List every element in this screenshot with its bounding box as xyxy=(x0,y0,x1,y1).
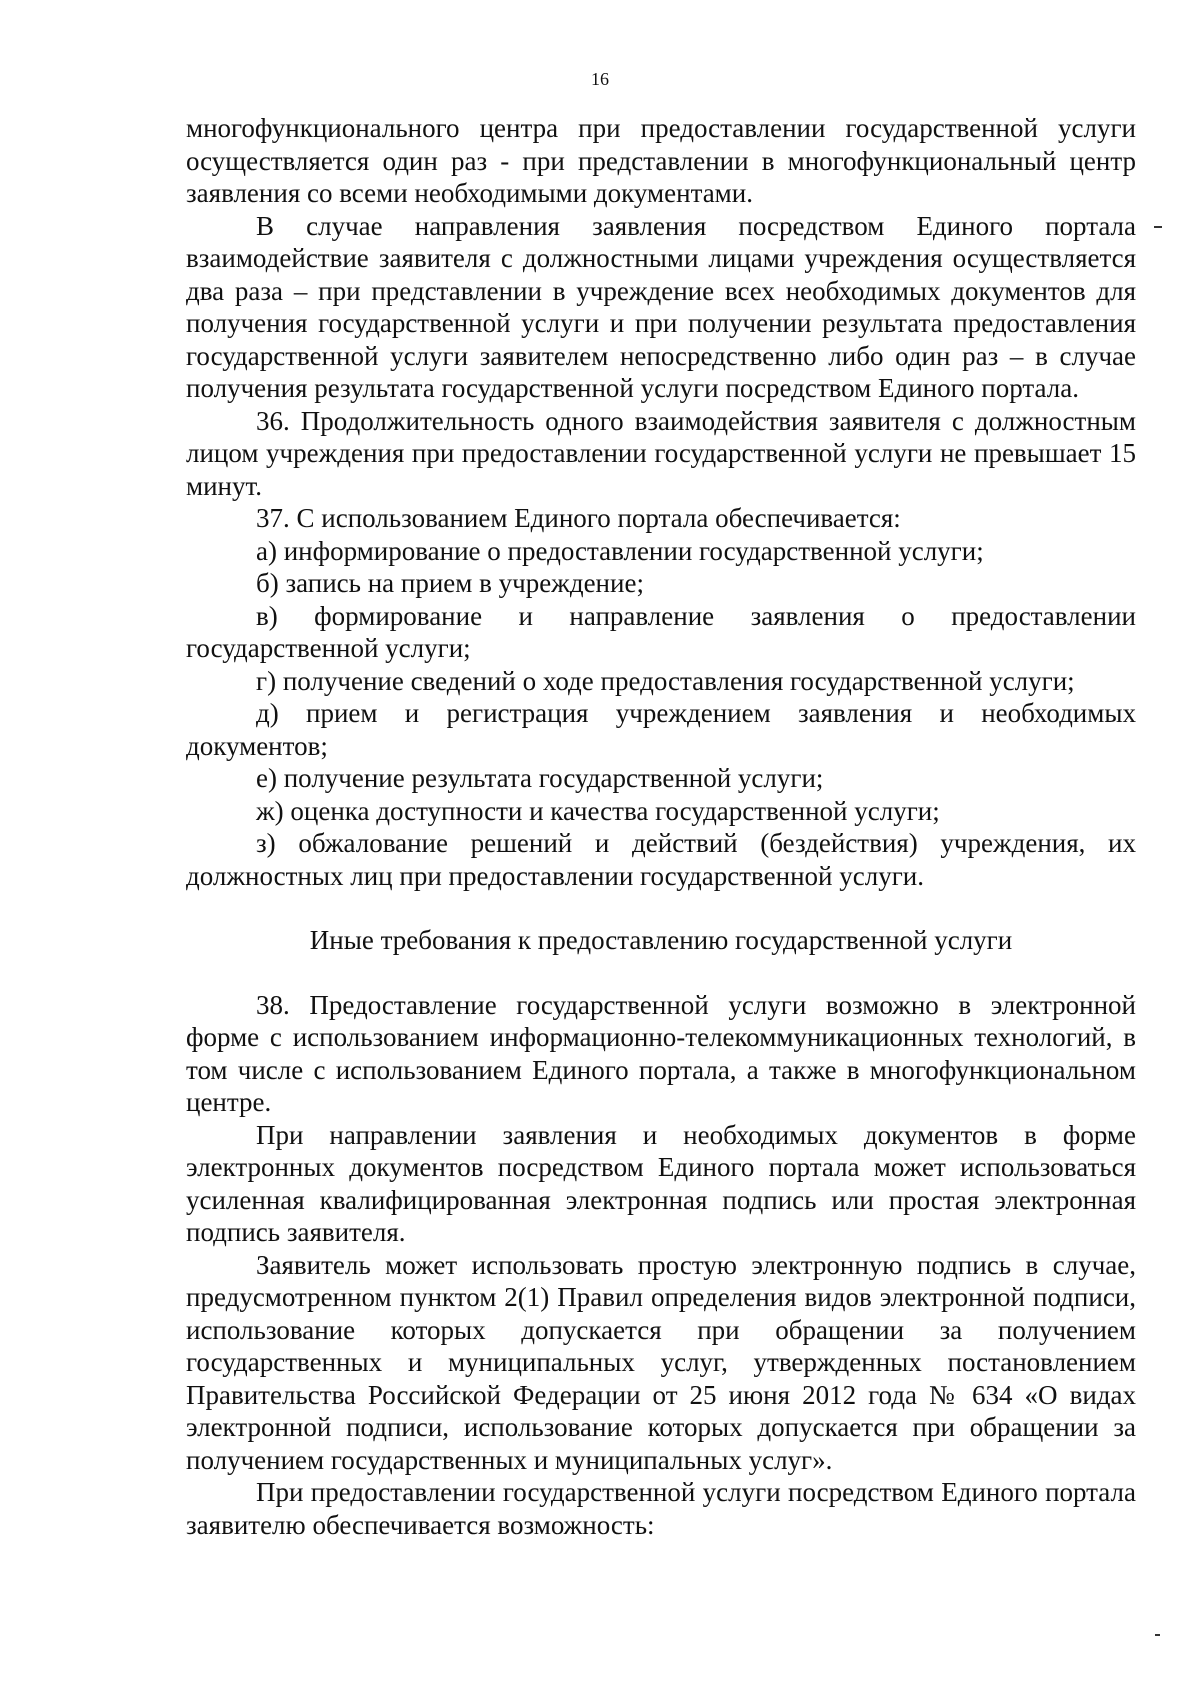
list-item-b: б) запись на прием в учреждение; xyxy=(256,568,644,598)
paragraph-portal-interaction: В случае направления заявления посредством Единого портала взаимодействие заявителя с должностными лицами учреждения осуществляется два раза – при представлении в учреждение всех необходимых документов для получения государственной услуги и при получении результата предоставления государственной услуги заявителем непосредственно либо один раз – в случае получения результата государственной услуги посредством Единого портала. xyxy=(186,210,1136,403)
section-heading: Иные требования к предоставлению государственной услуги xyxy=(309,925,1013,955)
list-item-z: з) обжалование решений и действий (бездействия) учреждения, их должностных лиц при предоставлении государственной услуги. xyxy=(186,828,1136,891)
list-item-a: а) информирование о предоставлении государственной услуги; xyxy=(256,535,984,566)
paragraph-portal-possibility: При предоставлении государственной услуги посредством Единого портала заявителю обеспечивается возможность: xyxy=(186,1477,1136,1540)
paragraph-electronic-signature: При направлении заявления и необходимых документов в форме электронных документов посредством Единого портала может использоваться усиленная квалифицированная электронная подпись или простая электронная подпись заявителя. xyxy=(186,1119,1136,1247)
list-item-g: г) получение сведений о ходе предоставления государственной услуги; xyxy=(256,665,1075,696)
list-item-zh: ж) оценка доступности и качества государственной услуги; xyxy=(256,795,940,826)
paragraph-37: 37. С использованием Единого портала обеспечивается: xyxy=(256,503,901,533)
list-item-v: в) формирование и направление заявления о предоставлении государственной услуги; xyxy=(186,600,1136,663)
scan-artifact-mark xyxy=(1154,226,1162,228)
list-item-d: д) прием и регистрация учреждением заявления и необходимых документов; xyxy=(186,698,1136,761)
list-item-e: е) получение результата государственной услуги; xyxy=(256,763,824,793)
page-number: 16 xyxy=(591,69,609,89)
paragraph-simple-signature: Заявитель может использовать простую электронную подпись в случае, предусмотренном пунктом 2(1) Правил определения видов электронной подписи, использование которых допускается при обращении за получением государственных и муниципальных услуг, утвержденных постановлением Правительства Российской Федерации от 25 июня 2012 года № 634 «О видах электронной подписи, использование которых допускается при обращении за получением государственных и муниципальных услуг». xyxy=(186,1249,1136,1475)
paragraph-36: 36. Продолжительность одного взаимодействия заявителя с должностным лицом учреждения при предоставлении государственной услуги не превышает 15 минут. xyxy=(186,405,1136,501)
document-body xyxy=(186,112,1136,1541)
scan-artifact-mark xyxy=(1155,1634,1160,1636)
paragraph-38: 38. Предоставление государственной услуги возможно в электронной форме с использованием информационно-телекоммуникационных технологий, в том числе с использованием Единого портала, а также в многофункциональном центре. xyxy=(186,989,1136,1117)
paragraph-continuation: многофункционального центра при предоставлении государственной услуги осуществляется один раз - при представлении в многофункциональный центр заявления со всеми необходимыми документами. xyxy=(186,113,1136,208)
